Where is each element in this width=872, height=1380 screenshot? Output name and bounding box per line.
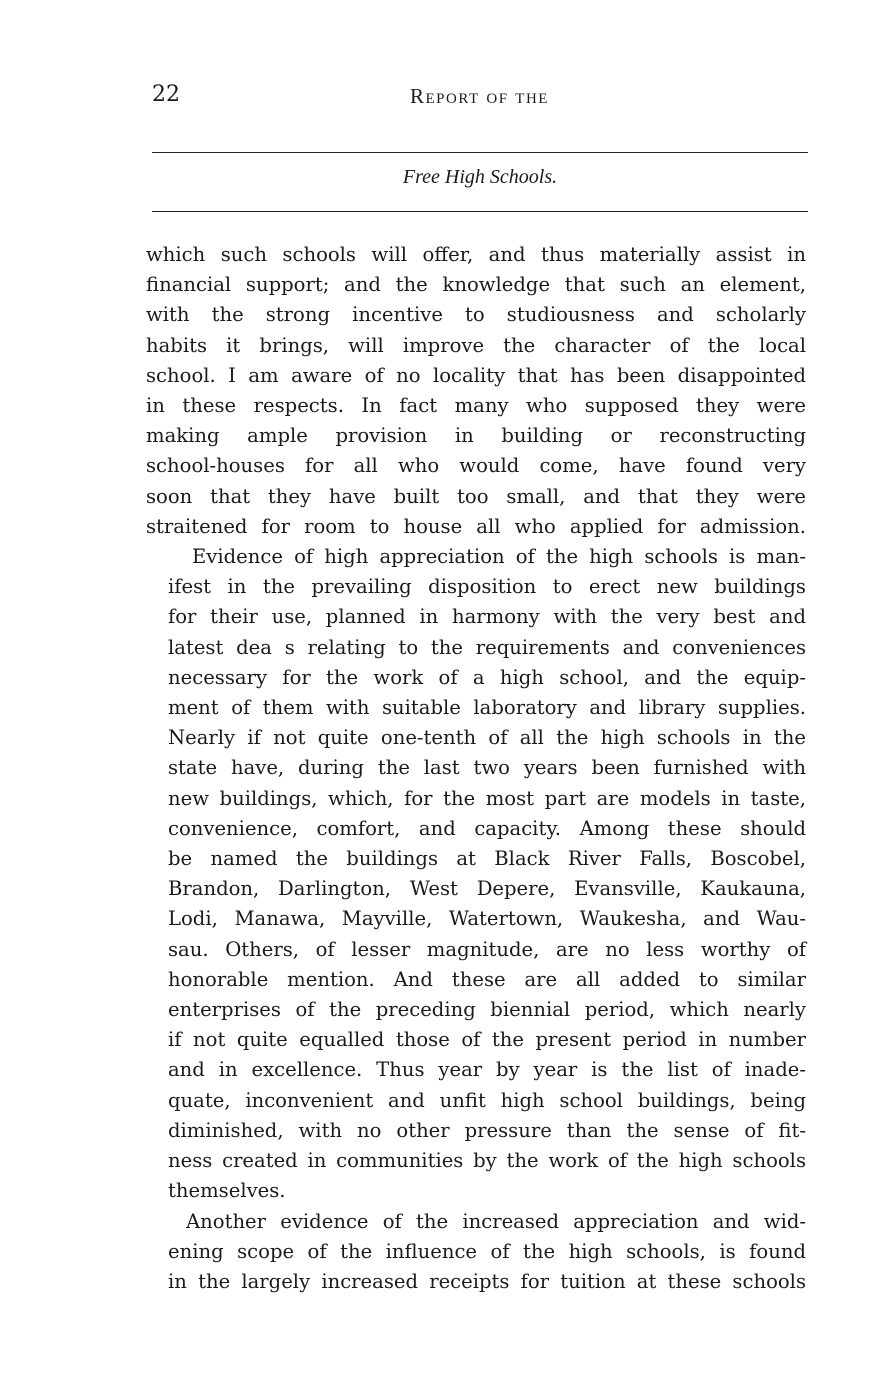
text-line: quate, inconvenient and unfit high school buildings, being <box>168 1088 806 1112</box>
text-line: straitened for room to house all who applied for admission. <box>146 514 806 538</box>
text-line: Brandon, Darlington, West Depere, Evansville, Kaukauna, <box>168 877 806 901</box>
text-line: ment of them with suitable laboratory and library supplies. <box>168 696 806 720</box>
paragraph-1 <box>146 240 806 542</box>
running-head: Report of the <box>410 84 549 108</box>
text-line: and in excellence. Thus year by year is the list of inade- <box>168 1058 806 1082</box>
text-line: if not quite equalled those of the present period in number <box>168 1028 806 1052</box>
top-rule <box>152 152 808 153</box>
text-line: financial support; and the knowledge that such an element, <box>146 273 806 297</box>
text-line: Evidence of high appreciation of the high schools is man- <box>192 545 806 569</box>
text-line: sau. Others, of lesser magnitude, are no less worthy of <box>168 937 806 961</box>
text-line: convenience, comfort, and capacity. Among these should <box>168 816 806 840</box>
section-title: Free High Schools. <box>402 166 558 188</box>
text-line: ening scope of the influence of the high schools, is found <box>168 1239 806 1263</box>
body-text <box>146 240 806 1297</box>
text-line: ness created in communities by the work of the high schools <box>168 1149 806 1173</box>
page-header <box>152 76 807 116</box>
text-line: Nearly if not quite one-tenth of all the high schools in the <box>168 726 806 750</box>
text-line: honorable mention. And these are all added to similar <box>168 967 806 991</box>
text-line: enterprises of the preceding biennial period, which nearly <box>168 998 806 1022</box>
text-line: state have, during the last two years been furnished with <box>168 756 806 780</box>
text-line: in the largely increased receipts for tuition at these schools <box>168 1269 806 1293</box>
bottom-rule <box>152 211 808 212</box>
text-line: habits it brings, will improve the character of the local <box>146 333 806 357</box>
text-line: soon that they have built too small, and that they were <box>146 484 806 508</box>
paragraph-2 <box>146 542 806 1206</box>
text-line: ifest in the prevailing disposition to erect new buildings <box>168 575 806 599</box>
text-line: school-houses for all who would come, have found very <box>146 454 806 478</box>
text-line: latest dea s relating to the requirements and conveniences <box>168 635 806 659</box>
text-line: diminished, with no other pressure than the sense of fit- <box>168 1118 806 1142</box>
text-line: themselves. <box>168 1179 286 1203</box>
text-line: for their use, planned in harmony with the very best and <box>168 605 806 629</box>
text-line: which such schools will offer, and thus materially assist in <box>146 243 806 266</box>
text-line: necessary for the work of a high school, and the equip- <box>168 665 806 689</box>
text-line: school. I am aware of no locality that has been disappointed <box>146 363 806 387</box>
text-line: with the strong incentive to studiousness and scholarly <box>146 303 806 327</box>
text-line: Another evidence of the increased appreciation and wid- <box>186 1209 806 1233</box>
text-line: be named the buildings at Black River Falls, Boscobel, <box>168 847 806 871</box>
text-line: new buildings, which, for the most part are models in taste, <box>168 786 806 810</box>
page-number: 22 <box>152 82 180 107</box>
text-line: Lodi, Manawa, Mayville, Watertown, Waukesha, and Wau- <box>168 907 806 931</box>
text-line: making ample provision in building or reconstructing <box>146 424 806 448</box>
paragraph-3 <box>146 1207 806 1298</box>
text-line: in these respects. In fact many who supposed they were <box>146 394 806 418</box>
